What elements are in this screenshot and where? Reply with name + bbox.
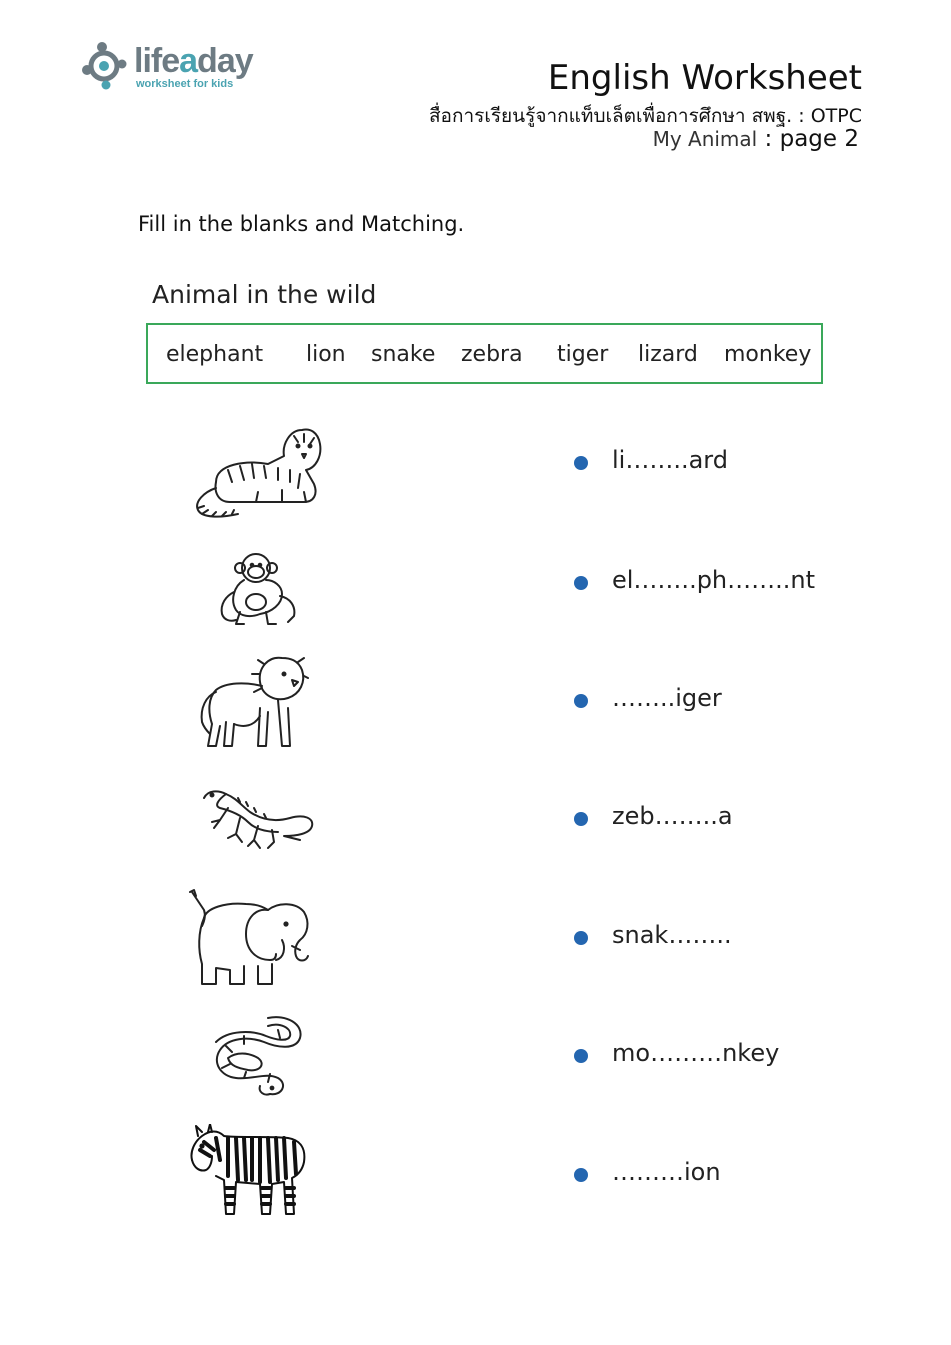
instruction-text: Fill in the blanks and Matching.: [138, 212, 465, 236]
word-tiger: tiger: [557, 342, 609, 367]
blank-answer-elephant: el……..ph……..nt: [612, 566, 816, 594]
tiger-picture: [186, 422, 328, 522]
zebra-picture: [188, 1124, 310, 1220]
page-number: : page 2: [764, 126, 859, 152]
answer-bullet: [574, 1049, 588, 1063]
snake-picture: [208, 1012, 308, 1098]
word-bank: [146, 323, 823, 384]
word-zebra: zebra: [461, 342, 523, 367]
blank-answer-zebra: zeb……..a: [612, 802, 733, 830]
logo-wordmark: lifeaday: [134, 42, 253, 80]
word-lizard: lizard: [638, 342, 698, 367]
blank-answer-tiger: ……..iger: [612, 684, 722, 712]
elephant-picture: [186, 888, 314, 992]
answer-bullet: [574, 1168, 588, 1182]
logo-tagline: worksheet for kids: [136, 78, 234, 90]
word-monkey: monkey: [724, 342, 812, 367]
answer-bullet: [574, 694, 588, 708]
worksheet-subtitle: สื่อการเรียนรู้จากแท็บเล็ตเพื่อการศึกษา สพฐ. : OTPC: [428, 105, 862, 127]
blank-answer-snake: snak……..: [612, 921, 732, 949]
page-line: [653, 126, 859, 152]
word-snake: snake: [371, 342, 436, 367]
answer-bullet: [574, 931, 588, 945]
lion-picture: [198, 652, 310, 752]
monkey-picture: [210, 550, 302, 628]
logo: [82, 38, 282, 98]
topic-label: My Animal: [652, 127, 758, 151]
blank-answer-lion: ………ion: [612, 1158, 721, 1186]
answer-bullet: [574, 812, 588, 826]
logo-molecule-icon: [82, 40, 134, 92]
blank-answer-monkey: mo………nkey: [612, 1039, 780, 1067]
blank-answer-lizard: li……..ard: [612, 446, 728, 474]
answer-bullet: [574, 456, 588, 470]
word-lion: lion: [306, 342, 346, 367]
worksheet-title: English Worksheet: [547, 58, 862, 98]
lizard-picture: [200, 784, 318, 856]
section-heading: Animal in the wild: [152, 280, 377, 309]
word-elephant: elephant: [166, 342, 264, 367]
answer-bullet: [574, 576, 588, 590]
